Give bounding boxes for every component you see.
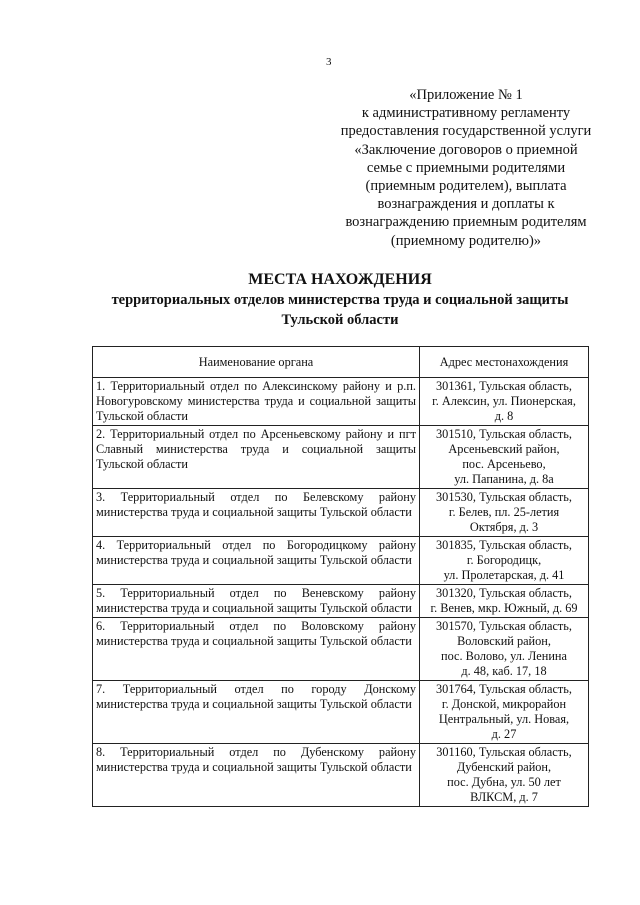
address-line: 301530, Тульская область, <box>436 490 572 504</box>
address-line: г. Алексин, ул. Пионерская, <box>432 394 576 408</box>
office-name: 6. Территориальный отдел по Воловскому району министерства труда и социальной защиты Тульской области <box>93 618 420 681</box>
office-address <box>420 681 589 744</box>
header-address: Адрес местонахождения <box>420 347 589 378</box>
office-address <box>420 426 589 489</box>
page-number: 3 <box>326 56 332 68</box>
table-row <box>93 681 589 744</box>
address-line: 301160, Тульская область, <box>436 745 572 759</box>
address-line: пос. Дубна, ул. 50 лет <box>447 775 561 789</box>
office-address <box>420 537 589 585</box>
appendix-line: «Приложение № 1 <box>409 87 523 103</box>
appendix-line: вознаграждения и доплаты к <box>377 196 555 213</box>
address-line: ВЛКСМ, д. 7 <box>470 790 538 804</box>
document-heading <box>80 270 600 330</box>
table-row <box>93 378 589 426</box>
table-row <box>93 426 589 489</box>
appendix-line: семье с приемными родителями <box>366 159 566 176</box>
address-line: 301361, Тульская область, <box>436 379 572 393</box>
header-name: Наименование органа <box>93 347 420 378</box>
address-line: Дубенский район, <box>456 760 552 774</box>
table-row <box>93 585 589 618</box>
appendix-line: «Заключение договоров о приемной <box>354 141 578 158</box>
office-name: 8. Территориальный отдел по Дубенскому району министерства труда и социальной защиты Тульской области <box>93 744 420 807</box>
offices-table <box>92 346 589 807</box>
office-address <box>420 489 589 537</box>
address-line: 301835, Тульская область, <box>436 538 572 552</box>
appendix-line: предоставления государственной услуги <box>340 123 592 140</box>
office-name: 4. Территориальный отдел по Богородицкому району министерства труда и социальной защиты Тульской области <box>93 537 420 585</box>
appendix-reference <box>318 86 614 250</box>
address-line: 301320, Тульская область, <box>436 586 572 600</box>
address-line: ул. Пролетарская, д. 41 <box>443 568 565 582</box>
address-line: д. 27 <box>491 727 517 741</box>
address-line: ул. Папанина, д. 8а <box>454 472 554 486</box>
address-line: д. 48, каб. 17, 18 <box>461 664 547 678</box>
address-line: г. Белев, пл. 25-летия <box>448 505 560 519</box>
appendix-line: к административному регламенту <box>361 105 571 122</box>
address-line: 301570, Тульская область, <box>436 619 572 633</box>
office-name: 7. Территориальный отдел по городу Донскому министерства труда и социальной защиты Тульской области <box>93 681 420 744</box>
office-name: 3. Территориальный отдел по Белевскому району министерства труда и социальной защиты Тульской области <box>93 489 420 537</box>
address-line: г. Донской, микрорайон <box>441 697 567 711</box>
address-line: Воловский район, <box>457 634 551 648</box>
office-address <box>420 378 589 426</box>
address-line: 301764, Тульская область, <box>436 682 572 696</box>
address-line: Центральный, ул. Новая, <box>438 712 570 726</box>
heading-title: МЕСТА НАХОЖДЕНИЯ <box>248 271 432 288</box>
address-line: пос. Арсеньево, <box>462 457 546 471</box>
table-header-row <box>93 347 589 378</box>
office-name: 2. Территориальный отдел по Арсеньевскому району и пгт Славный министерства труда и социальной защиты Тульской области <box>93 426 420 489</box>
office-address <box>420 585 589 618</box>
address-line: д. 8 <box>494 409 514 423</box>
table-row <box>93 489 589 537</box>
address-line: г. Богородицк, <box>466 553 542 567</box>
heading-subtitle-line2: Тульской области <box>281 312 399 328</box>
heading-subtitle-line1: территориальных отделов министерства труда и социальной защиты <box>111 292 569 308</box>
office-name: 1. Территориальный отдел по Алексинскому району и р.п. Новогуровскому министерства труда и социальной защиты Тульской области <box>93 378 420 426</box>
address-line: пос. Волово, ул. Ленина <box>441 649 567 663</box>
address-line: г. Венев, мкр. Южный, д. 69 <box>430 601 578 615</box>
address-line: Арсеньевский район, <box>448 442 560 456</box>
table-row <box>93 744 589 807</box>
address-line: 301510, Тульская область, <box>436 427 572 441</box>
address-line: Октября, д. 3 <box>469 520 539 534</box>
office-name: 5. Территориальный отдел по Веневскому району министерства труда и социальной защиты Тульской области <box>93 585 420 618</box>
office-address <box>420 618 589 681</box>
appendix-line: вознаграждению приемным родителям <box>345 214 587 231</box>
table-row <box>93 537 589 585</box>
office-address <box>420 744 589 807</box>
table-row <box>93 618 589 681</box>
appendix-line: (приемному родителю)» <box>390 232 542 249</box>
appendix-line: (приемным родителем), выплата <box>365 178 567 195</box>
